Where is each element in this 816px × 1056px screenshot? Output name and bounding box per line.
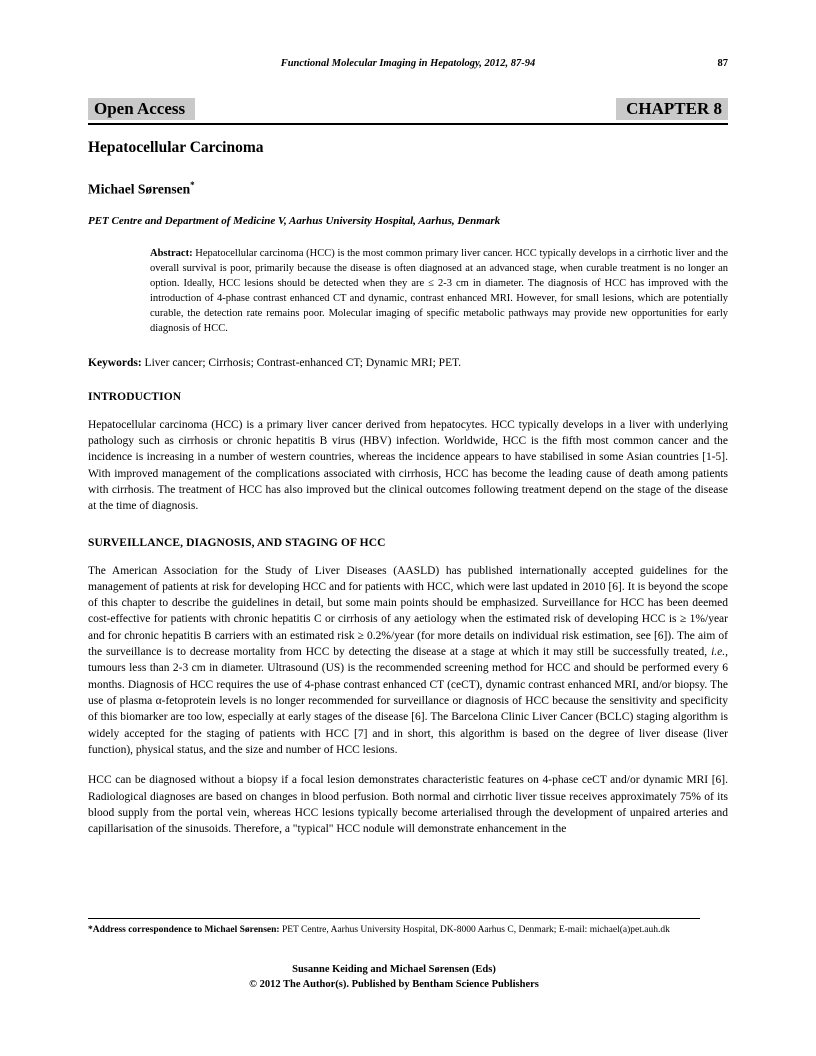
running-head (88, 58, 728, 69)
copyright-line: © 2012 The Author(s). Published by Bentham Science Publishers (249, 979, 539, 991)
surveillance-paragraph-2: HCC can be diagnosed without a biopsy if a focal lesion demonstrates characteristic features on 4-phase ceCT and/or dynamic MRI [6]. Radiological diagnoses are based on changes in blood perfusion. Both normal and cirrhotic liver tissue receives approximately 75% of its blood supply from the portal vein, whereas HCC lesions typically become arterialised through the development of unpaired arteries and capillarisation of the sinusoids. Therefore, a "typical" HCC nodule will demonstrate enhancement in the (88, 774, 728, 836)
page-number: 87 (717, 58, 728, 69)
keywords-text: Liver cancer; Cirrhosis; Contrast-enhanced CT; Dynamic MRI; PET. (141, 356, 462, 369)
surveillance-p1-part2: , tumours less than 2-3 cm in diameter. Ultrasound (US) is the recommended screening method for HCC and should be performed every 6 months. Diagnosis of HCC requires the use of 4-phase contrast enhanced CT (ceCT), dynamic contrast enhanced MRI, and/or biopsy. The use of plasma α-fetoprotein levels is no longer recommended for surveillance or diagnosis of HCC because the sensitivity and specificity of this biomarker are too low, especially at early stages of the disease [6]. The Barcelona Clinic Liver Cancer (BCLC) staging algorithm is widely accepted for the staging of patients with HCC [7] and in short, this algorithm is based on the degree of liver disease (liver function), physical status, and the size and number of HCC lesions. (88, 646, 728, 757)
surveillance-p1-italic: i.e. (711, 646, 726, 659)
author-name (88, 180, 728, 198)
footnote-divider (88, 918, 700, 919)
page-footer (88, 962, 700, 992)
author-name-text: Michael Sørensen (88, 181, 191, 197)
keywords (88, 357, 728, 369)
author-footnote-marker: * (190, 179, 195, 190)
surveillance-p1-part1: The American Association for the Study of Liver Diseases (AASLD) has published internationally accepted guidelines for the management of patients at risk for developing HCC and for patients with HCC, which were last updated in 2010 [6]. It is beyond the scope of this chapter to describe the guidelines in detail, but some main points should be emphasized. Surveillance for HCC has been deemed cost-effective for patients with chronic hepatitis C or cirrhosis of any aetiology when the estimated risk of developing HCC is ≥ 1%/year and for chronic hepatitis B carriers with an estimated risk ≥ 0.2%/year (for more details on individual risk estimation, see [6]). The aim of the surveillance is to decrease mortality from HCC by detecting the disease at a stage at which it may still be successfully treated, (88, 564, 728, 659)
chapter-label: CHAPTER 8 (616, 98, 728, 121)
correspondence-text: PET Centre, Aarhus University Hospital, DK-8000 Aarhus C, Denmark; E-mail: michael(a)pet.auh.dk (279, 925, 670, 935)
abstract-text: Hepatocellular carcinoma (HCC) is the most common primary liver cancer. HCC typically develops in a cirrhotic liver and the overall survival is poor, primarily because the disease is often diagnosed at an advanced stage, when curable treatment is no longer an option. Ideally, HCC lesions should be detected when they are ≤ 2-3 cm in diameter. The diagnosis of HCC has improved with the introduction of 4-phase contrast enhanced CT and dynamic, contrast enhanced MRI. However, for small lesions, which are potentially curable, the detection rate remains poor. Molecular imaging of specific metabolic pathways may provide new opportunities for early diagnosis of HCC. (150, 248, 728, 334)
journal-citation: Functional Molecular Imaging in Hepatology, 2012, 87-94 (280, 58, 536, 69)
section-heading-surveillance: SURVEILLANCE, DIAGNOSIS, AND STAGING OF HCC (88, 536, 386, 549)
section-heading-introduction: INTRODUCTION (88, 390, 182, 403)
editors-line: Susanne Keiding and Michael Sørensen (Eds) (292, 964, 496, 975)
abstract-label: Abstract: (150, 248, 193, 260)
keywords-label: Keywords: (88, 356, 142, 369)
introduction-paragraph: Hepatocellular carcinoma (HCC) is a primary liver cancer derived from hepatocytes. HCC typically develops in a liver with underlying pathology such as cirrhosis or chronic hepatitis B virus (HBV) infection. Worldwide, HCC is the fifth most common cancer and the incidence is increasing in a number of western countries, whereas the incidence appears to have stabilised in some Asian countries [1-5]. With improved management of the complications associated with cirrhosis, HCC has become the leading cause of death among patients with cirrhosis. The treatment of HCC has also improved but the clinical outcomes following treatment depend on the stage of the disease at the time of diagnosis. (88, 418, 728, 513)
page-title: Hepatocellular Carcinoma (88, 139, 264, 156)
affiliation: PET Centre and Department of Medicine V, Aarhus University Hospital, Aarhus, Denmark (88, 215, 501, 228)
correspondence-footnote (88, 924, 700, 937)
chapter-banner (88, 95, 728, 125)
abstract (150, 247, 728, 336)
open-access-badge: Open Access (88, 98, 195, 121)
surveillance-paragraph-1 (88, 563, 728, 759)
correspondence-label: *Address correspondence to Michael Sørensen: (88, 925, 280, 935)
